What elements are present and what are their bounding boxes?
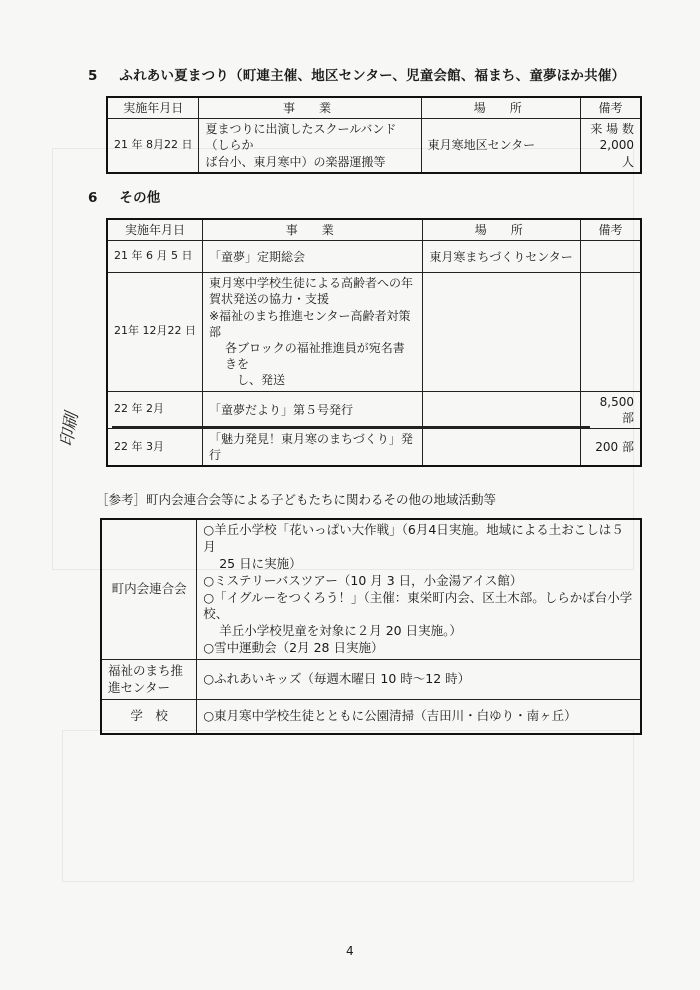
cell-date: 21 年 6 月 5 日 bbox=[107, 241, 202, 273]
cell-place: 東月寒地区センター bbox=[421, 119, 580, 173]
category-cell: 町内会連合会 bbox=[101, 519, 197, 660]
table-row bbox=[107, 273, 641, 391]
table-row bbox=[101, 660, 641, 700]
cell-event: 「童夢」定期総会 bbox=[202, 241, 422, 273]
event-line: 東月寒中学校生徒による高齢者への年 bbox=[208, 276, 413, 291]
cell-event: 「童夢だより」第５号発行 bbox=[202, 391, 422, 428]
header-event: 事 業 bbox=[202, 219, 422, 241]
cell-date: 22 年 3月 bbox=[107, 428, 202, 466]
table-row bbox=[107, 391, 641, 428]
header-note: 備考 bbox=[580, 97, 641, 119]
activity-line: ○「イグルーをつくろう！」（主催：東栄町内会、区土木部。しらかば台小学校、 bbox=[203, 589, 633, 622]
cell-place: 東月寒まちづくりセンター bbox=[423, 241, 581, 273]
cell-date: 22 年 2月 bbox=[107, 391, 202, 428]
category-cell bbox=[101, 660, 197, 700]
bleed-through-shadow bbox=[62, 730, 634, 882]
table-row bbox=[107, 119, 641, 173]
event-line: 賀状発送の協力・支援 bbox=[208, 292, 329, 307]
cell-place bbox=[423, 273, 581, 391]
handwritten-margin-note: 印刷 bbox=[56, 411, 83, 449]
category-line: 進センター bbox=[108, 679, 171, 695]
page-number: 4 bbox=[346, 944, 354, 958]
activity-line: 25 日に実施） bbox=[219, 555, 302, 571]
event-line: ば台小、東月寒中）の楽器運搬等 bbox=[205, 154, 386, 169]
activity-line: ○ミステリーバスツアー（10 月 3 日，小金湯アイス館） bbox=[203, 572, 523, 588]
category-cell: 学 校 bbox=[101, 700, 197, 734]
cell-event bbox=[199, 119, 421, 173]
note-line: 来 場 数 bbox=[590, 122, 634, 137]
cell-note: 200 部 bbox=[581, 428, 641, 466]
cell-place bbox=[423, 428, 581, 466]
event-line: し、発送 bbox=[236, 373, 285, 388]
section-title: その他 bbox=[119, 190, 161, 206]
cell-note: 8,500 部 bbox=[581, 391, 641, 428]
reference-table bbox=[100, 518, 642, 735]
activity-line: ○羊丘小学校「花いっぱい大作戦」（6月4日実施。地域による土おこしは５月 bbox=[203, 522, 624, 554]
cell-note bbox=[581, 273, 641, 391]
section-5-table bbox=[106, 96, 642, 174]
cell-event: 「魅力発見！東月寒のまちづくり」発行 bbox=[202, 428, 422, 466]
section-number: 6 bbox=[88, 190, 98, 206]
header-place: 場 所 bbox=[421, 97, 580, 119]
table-row bbox=[101, 700, 641, 734]
activity-cell: ○東月寒中学校生徒とともに公園清掃（吉田川・白ゆり・南ヶ丘） bbox=[197, 700, 641, 734]
cell-date: 21 年 8月22 日 bbox=[107, 119, 199, 173]
table-row bbox=[107, 241, 641, 273]
header-date: 実施年月日 bbox=[107, 219, 202, 241]
activity-line: ○雪中運動会（2月 28 日実施） bbox=[203, 640, 384, 656]
event-line: 各ブロックの福祉推進員が宛名書きを bbox=[224, 340, 405, 372]
category-line: 福祉のまち推 bbox=[108, 662, 184, 678]
reference-heading: ［参考］町内会連合会等による子どもたちに関わるその他の地域活動等 bbox=[96, 492, 497, 507]
table-row-struck bbox=[107, 428, 641, 466]
table-header-row bbox=[107, 219, 641, 241]
note-line: 2,000 人 bbox=[599, 138, 634, 169]
table-row bbox=[101, 519, 641, 660]
header-date: 実施年月日 bbox=[107, 97, 199, 119]
strike-through-line bbox=[112, 426, 590, 428]
activity-cell: ○ふれあいキッズ（毎週木曜日 10 時～12 時） bbox=[197, 660, 641, 700]
activity-cell bbox=[197, 519, 641, 660]
cell-note bbox=[581, 241, 641, 273]
cell-place bbox=[423, 391, 581, 428]
header-note: 備考 bbox=[581, 219, 641, 241]
event-line: ※福祉のまち推進センター高齢者対策部 bbox=[208, 308, 411, 339]
table-header-row bbox=[107, 97, 641, 119]
section-5-heading bbox=[88, 64, 625, 84]
event-line: 夏まつりに出演したスクールバンド（しらか bbox=[205, 122, 397, 153]
section-title: ふれあい夏まつり（町連主催、地区センター、児童会館、福まち、童夢ほか共催） bbox=[119, 68, 626, 84]
section-6-heading bbox=[88, 186, 161, 206]
cell-date: 21年 12月22 日 bbox=[107, 273, 202, 391]
section-number: 5 bbox=[88, 68, 98, 84]
activity-line: 羊丘小学校児童を対象に２月 20 日実施。） bbox=[219, 623, 462, 639]
cell-event bbox=[202, 273, 422, 391]
cell-note bbox=[580, 119, 641, 173]
section-6-table bbox=[106, 218, 642, 467]
header-event: 事 業 bbox=[199, 97, 421, 119]
header-place: 場 所 bbox=[423, 219, 581, 241]
